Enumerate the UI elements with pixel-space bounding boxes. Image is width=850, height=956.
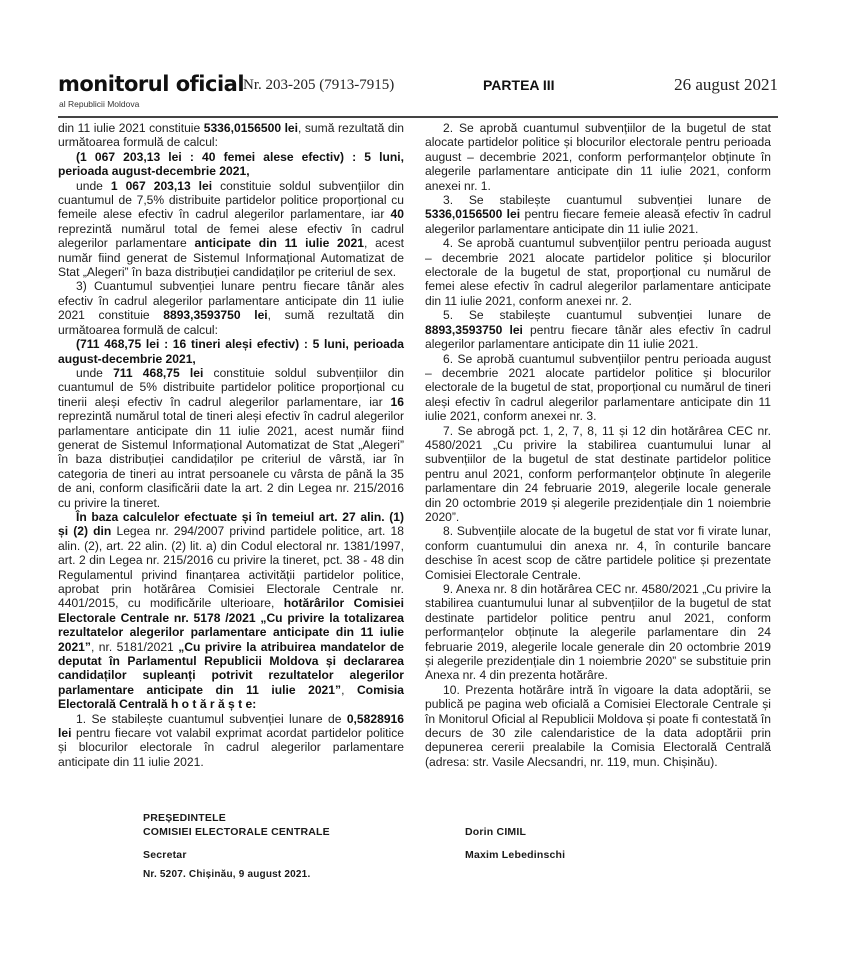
paragraph: 10. Prezenta hotărâre intră în vigoare la data adoptării, se publică pe pagina web oficială a Comisiei Electorale Centrale și în Monitorul Oficial al Republicii Moldova și poate fi contestată în decurs de 30 zile calendaristice de la data adoptării prin depunerea cererii prealabile la Comisia Electorală Centrală (adresa: str. Vasile Alecsandri, nr. 119, mun. Chișinău). xyxy=(425,682,771,769)
issue-date: 26 august 2021 xyxy=(674,75,778,94)
secretary-name: Maxim Lebedinschi xyxy=(465,849,566,861)
issue-number: Nr. 203-205 (7913-7915) xyxy=(243,77,395,93)
formula-youth: (711 468,75 lei : 16 tineri aleși efectiv) : 5 luni, perioada august-decembrie 2021, xyxy=(58,337,404,366)
secretary-title: Secretar xyxy=(143,849,187,861)
paragraph: 7. Se abrogă pct. 1, 2, 7, 8, 11 și 12 din hotărârea CEC nr. 4580/2021 „Cu privire la stabilirea cuantumului lunar al subvențiilor de la bugetul de stat destinate partidelor politice pentru anul 2021, conform performanțelor obținute în alegerile parlamentare din 24 februarie 2019, alegerile locale generale din 20 octombrie 2019 și alegerile prezidențiale din 1 noiembrie 2020”. xyxy=(425,423,771,524)
paragraph: 5. Se stabilește cuantumul subvenției lunare de 8893,3593750 lei pentru fiecare tânăr ales efectiv în cadrul alegerilor parlamentare anticipate din 11 iulie 2021. xyxy=(425,308,771,352)
president-name: Dorin CIMIL xyxy=(465,826,527,838)
paragraph: 3) Cuantumul subvenției lunare pentru fiecare tânăr ales efectiv în cadrul alegerilor parlamentare anticipate din 11 iulie 2021 constituie 8893,3593750 lei, sumă rezultată din următoarea formulă de calcul: xyxy=(58,279,404,337)
publication-subtitle: al Republicii Moldova xyxy=(59,99,140,109)
masthead xyxy=(58,72,778,112)
part-label: PARTEA III xyxy=(483,77,555,93)
paragraph: 8. Subvențiile alocate de la bugetul de stat vor fi virate lunar, conform cuantumului din anexa nr. 4, în conturile bancare deschise în acest scop de către partidele politice și prezentate Comisiei Electorale Centrale. xyxy=(425,524,771,582)
paragraph: din 11 iulie 2021 constituie 5336,0156500 lei, sumă rezultată din următoarea formulă de calcul: xyxy=(58,121,404,150)
paragraph: unde 711 468,75 lei constituie soldul subvențiilor din cuantumul de 5% distribuite partidelor politice proporțional cu tinerii aleși efectiv în cadrul alegerilor parlamentare, iar 16 reprezintă numărul total de tineri aleși efectiv în cadrul alegerilor parlamentare anticipate din 11 iulie 2021, acest număr fiind generat de Sistemul Informațional Automatizat de Stat „Alegeri” în baza distribuției candidaților pe criteriul de vârstă, iar în categoria de tineri au intrat persoanele cu vârsta de până la 35 de ani, conform clasificării date la art. 2 din Legea nr. 215/2016 cu privire la tineret. xyxy=(58,365,405,510)
publication-title: monitorul oficial xyxy=(58,72,245,96)
paragraph: 3. Se stabilește cuantumul subvenției lunare de 5336,0156500 lei pentru fiecare femeie aleasă efectiv în cadrul alegerilor parlamentare anticipate din 11 iulie 2021. xyxy=(425,193,772,236)
paragraph: 9. Anexa nr. 8 din hotărârea CEC nr. 4580/2021 „Cu privire la stabilirea cuantumului lunar al subvențiilor de la bugetul de stat destinate partidelor politice pentru anul 2021, conform performanțelor obținute la alegerile parlamentare din 24 februarie 2019, alegerile locale generale din 20 octombrie 2019 și alegerile prezidențiale din 1 noiembrie 2020” se substituie prin Anexa nr. 4 din prezenta hotărâre. xyxy=(425,582,771,683)
paragraph: 4. Se aprobă cuantumul subvențiilor pentru perioada august – decembrie 2021 alocate partidelor politice și blocurilor electorale de la bugetul de stat, proporțional cu numărul de femei alese efectiv în cadrul alegerilor parlamentare anticipate din 11 iulie 2021, conform anexei nr. 2. xyxy=(425,236,771,308)
right-column xyxy=(425,121,771,769)
paragraph: În baza calculelor efectuate și în temeiul art. 27 alin. (1) și (2) din Legea nr. 294/2007 privind partidele politice, art. 18 alin. (2), art. 22 alin. (2) lit. a) din Codul electoral nr. 1381/1997, art. 2 din Legea nr. 215/2016 cu privire la tineret, pct. 38 - 48 din Regulamentul privind finanțarea activității partidelor politice, aprobat prin hotărârea Comisiei Electorale Centrale nr. 4401/2015, cu modificările ulterioare, hotărârilor Comisiei Electorale Centrale nr. 5178 /2021 „Cu privire la totalizarea rezultatelor alegerilor parlamentare anticipate din 11 iulie 2021”, nr. 5181/2021 „Cu privire la atribuirea mandatelor de deputat în Parlamentul Republicii Moldova și declararea candidaților supleanți potrivit rezultatelor alegerilor parlamentare anticipate din 11 iulie 2021”, Comisia Electorală Centrală h o t ă r ă ș t e: xyxy=(58,509,404,712)
decision-reference: Nr. 5207. Chișinău, 9 august 2021. xyxy=(143,869,311,880)
president-title: PREȘEDINTELE xyxy=(143,812,226,824)
formula-women: (1 067 203,13 lei : 40 femei alese efectiv) : 5 luni, perioada august-decembrie 2021, xyxy=(58,149,404,179)
header-rule xyxy=(58,116,778,118)
paragraph: 6. Se aprobă cuantumul subvențiilor pentru perioada august – decembrie 2021 alocate partidelor politice și blocurilor electorale de la bugetul de stat, proporțional cu numărul de tineri aleși efectiv în cadrul alegerilor parlamentare anticipate din 11 iulie 2021, conform anexei nr. 3. xyxy=(425,351,771,424)
commission-title: COMISIEI ELECTORALE CENTRALE xyxy=(143,826,330,838)
paragraph: 1. Se stabilește cuantumul subvenției lunare de 0,5828916 lei pentru fiecare vot valabil exprimat acordat partidelor politice și blocurilor electorale în cadrul alegerilor parlamentare anticipate din 11 iulie 2021. xyxy=(58,711,404,769)
paragraph: unde 1 067 203,13 lei constituie soldul subvențiilor din cuantumul de 7,5% distribuite partidelor politice proporțional cu femeile alese efectiv în cadrul alegerilor parlamentare, iar 40 reprezintă numărul total de femei alese efectiv în cadrul alegerilor parlamentare anticipate din 11 iulie 2021, acest număr fiind generat de Sistemul Informațional Automatizat de Stat „Alegeri” în baza distribuției candidaților pe criteriul de sex. xyxy=(58,178,404,280)
paragraph: 2. Se aprobă cuantumul subvențiilor de la bugetul de stat alocate partidelor politice și blocurilor electorale pentru perioada august – decembrie 2021, conform performanțelor obținute în alegerile parlamentare anticipate din 11 iulie 2021, conform anexei nr. 1. xyxy=(425,121,771,193)
left-column xyxy=(58,121,404,769)
